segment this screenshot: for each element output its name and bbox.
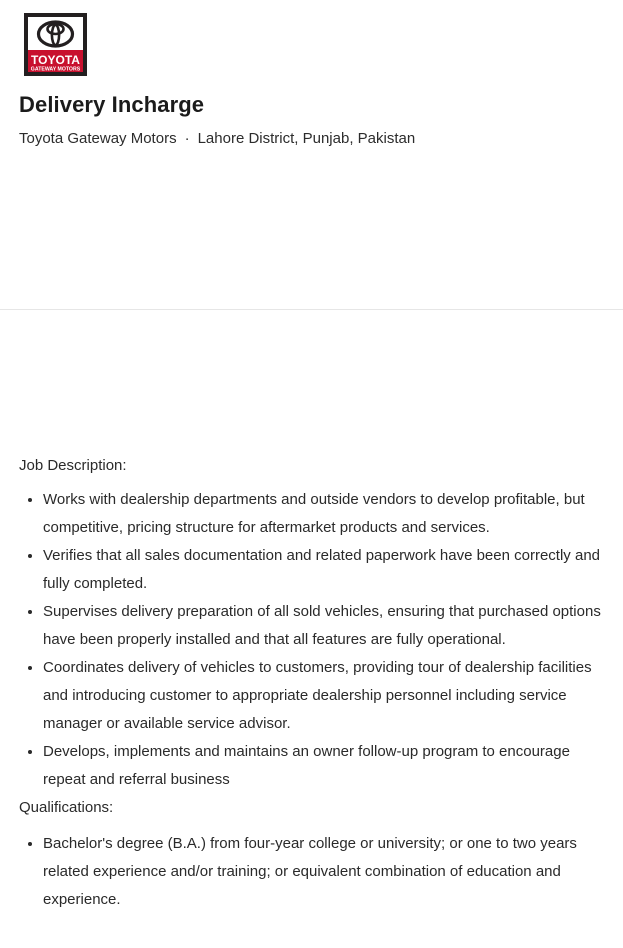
company-logo[interactable] (24, 13, 87, 76)
qualifications-heading: Qualifications: (19, 799, 114, 816)
logo-sub-text: GATEWAY MOTORS (30, 66, 81, 73)
list-item: • Bachelor's degree (B.A.) from four-year college or university; or one to two years related experience and/or training; or equivalent combination of education and experience. (43, 830, 609, 914)
logo-brand-text: TOYOTA (31, 53, 80, 67)
job-title: Delivery Incharge (19, 92, 205, 117)
list-item: • Works with dealership departments and outside vendors to develop profitable, but competitive, pricing structure for aftermarket products and services. (43, 486, 609, 542)
section-divider (0, 309, 623, 310)
job-description-heading: Job Description: (19, 457, 127, 474)
list-item: • Supervises delivery preparation of all sold vehicles, ensuring that purchased options have been properly installed and that all features are fully operational. (43, 598, 609, 654)
subtitle-separator: · (184, 130, 190, 147)
job-description-section (19, 452, 609, 914)
list-item: • Verifies that all sales documentation and related paperwork have been correctly and fully completed. (43, 542, 609, 598)
company-name[interactable]: Toyota Gateway Motors (19, 130, 177, 147)
list-item: • Coordinates delivery of vehicles to customers, providing tour of dealership facilities and introducing customer to appropriate dealership personnel including service manager or available service advisor. (43, 654, 609, 738)
job-subtitle (19, 130, 415, 147)
qualifications-list (19, 830, 609, 914)
list-item: • Develops, implements and maintains an owner follow-up program to encourage repeat and referral business (43, 738, 609, 794)
job-location: Lahore District, Punjab, Pakistan (197, 130, 416, 147)
job-description-list (19, 486, 609, 794)
toyota-logo-icon (24, 13, 87, 76)
